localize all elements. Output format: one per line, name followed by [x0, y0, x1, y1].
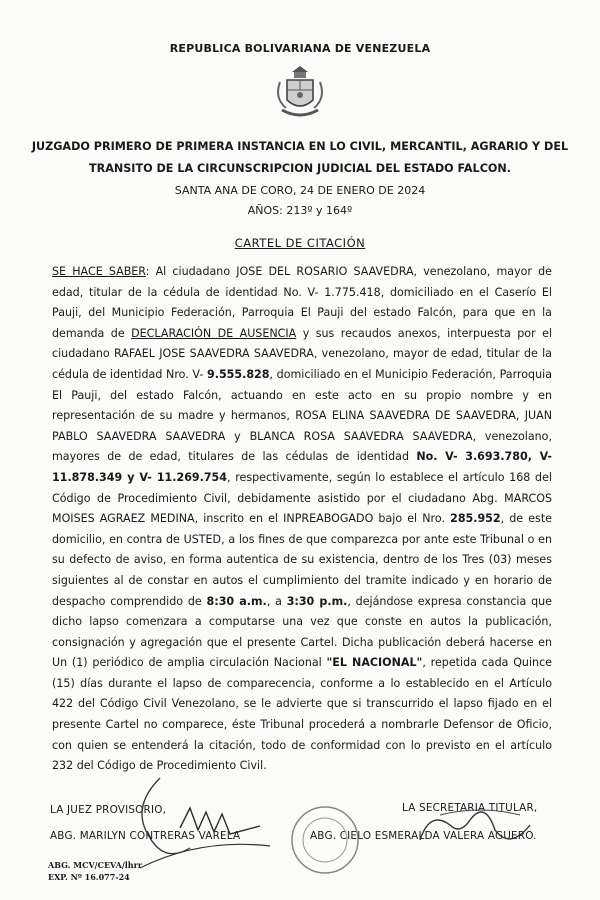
notice-lead: SE HACE SABER — [52, 265, 146, 278]
office-hours-end: 3:30 p.m. — [286, 594, 348, 608]
defendant-id: 1.775.418 — [324, 285, 381, 299]
defendant-name: JOSE DEL ROSARIO SAAVEDRA — [236, 265, 414, 278]
relatives-ids: No. V- 3.693.780, V- 11.878.349 y V- 11.269.754 — [52, 450, 552, 484]
document-title: CARTEL DE CITACIÓN — [234, 236, 366, 250]
office-hours-start: 8:30 a.m. — [206, 594, 267, 608]
coat-of-arms-emblem — [270, 62, 330, 124]
attorney-name: MARCOS MOISES AGRAEZ MEDINA — [52, 491, 552, 526]
secretary-signature — [400, 790, 560, 860]
document-date: SANTA ANA DE CORO, 24 DE ENERO DE 2024 — [174, 184, 426, 197]
judicial-years: AÑOS: 213º y 164º — [247, 204, 353, 217]
citation-body: SE HACE SABER: Al ciudadano JOSE DEL ROSARIO SAAVEDRA, venezolano, mayor de edad, titular de la cédula de identidad No. V- 1.775.418, domiciliado en el Caserío El Pauji, del Municipio Federación, Parroquia El Pauji del estado Falcón, para que en la demanda de DECLARACIÓN DE AUSENCIA y sus recaudos anexos, interpuesta por el ciudadano RAFAEL JOSE SAAVEDRA SAAVEDRA, venezolano, mayor de edad, titular de la cédula de identidad Nro. V- 9.555.828, domiciliado en el Municipio Federación, Parroquia El Pauji, del estado Falcón, actuando en este acto en su propio nombre y en representación de su madre y hermanos, ROSA ELINA SAAVEDRA DE SAAVEDRA, JUAN PABLO SAAVEDRA SAAVEDRA y BLANCA ROSA SAAVEDRA SAAVEDRA, venezolano, mayores de de edad, titulares de las cédulas de identidad No. V- 3.693.780, V- 11.878.349 y V- 11.269.754, respectivamente, según lo establece el artículo 168 del Código de Procedimiento Civil, debidamente asistido por el ciudadano Abg. MARCOS MOISES AGRAEZ MEDINA, inscrito en el INPREABOGADO bajo el Nro. 285.952, de este domicilio, en contra de USTED, a los fines de que comparezca por ante este Tribunal o en su defecto de aviso, en forma autentica de su existencia, dentro de los Tres (03) meses siguientes al de constar en autos el cumplimiento del tramite indicado y en horario de despacho comprendido de 8:30 a.m., a 3:30 p.m., dejándose expresa constancia que dicho lapso comenzara a computarse una vez que conste en autos la publicación, consignación y agregación que el presente Cartel. Dicha publicación deberá hacerse en Un (1) periódico de amplia circulación Nacional "EL NACIONAL", repetida cada Quince (15) días durante el lapso de comparecencia, conforme a lo establecido en el Artículo 422 del Código Civil Venezolano, se le advierte que si transcurrido el lapso fijado en el presente Cartel no comparece, éste Tribunal procederá a nombrarle Defensor de Oficio, con quien se entenderá la citación, todo de conformidad con lo previsto en el artículo 232 del Código de Procedimiento Civil. — [52, 265, 553, 773]
bar-number: 285.952 — [450, 512, 501, 526]
plaintiff-id: 9.555.828 — [207, 367, 270, 381]
court-name-line-2: TRANSITO DE LA CIRCUNSCRIPCION JUDICIAL DEL ESTADO FALCON. — [88, 162, 512, 175]
republic-heading: REPUBLICA BOLIVARIANA DE VENEZUELA — [169, 42, 431, 55]
official-seal-stamp — [285, 800, 365, 880]
court-name-line-1: JUZGADO PRIMERO DE PRIMERA INSTANCIA EN LO CIVIL, MERCANTIL, AGRARIO Y DEL — [31, 140, 569, 153]
judge-name: ABG. MARILYN CONTRERAS VARELA — [50, 830, 241, 842]
claim-type: DECLARACIÓN DE AUSENCIA — [131, 326, 297, 340]
plaintiff-name: RAFAEL JOSE SAAVEDRA SAAVEDRA — [113, 347, 314, 361]
judge-signature — [120, 768, 290, 878]
reference-initials: ABG. MCV/CEVA/lhrr — [48, 860, 143, 870]
secretary-title: LA SECRETARIA TITULAR, — [402, 802, 538, 814]
case-number: EXP. Nº 16.077-24 — [48, 872, 130, 882]
relatives-names: ROSA ELINA SAAVEDRA DE SAAVEDRA, JUAN PABLO SAAVEDRA SAAVEDRA — [52, 409, 552, 443]
relative-name: BLANCA ROSA SAAVEDRA SAAVEDRA — [249, 429, 473, 443]
bar-registry: INPREABOGADO — [283, 512, 374, 526]
secretary-name: ABG. CIELO ESMERALDA VALERA AGUERO. — [310, 830, 537, 842]
judge-title: LA JUEZ PROVISORIO, — [50, 804, 167, 816]
newspaper-name: "EL NACIONAL" — [326, 656, 423, 670]
